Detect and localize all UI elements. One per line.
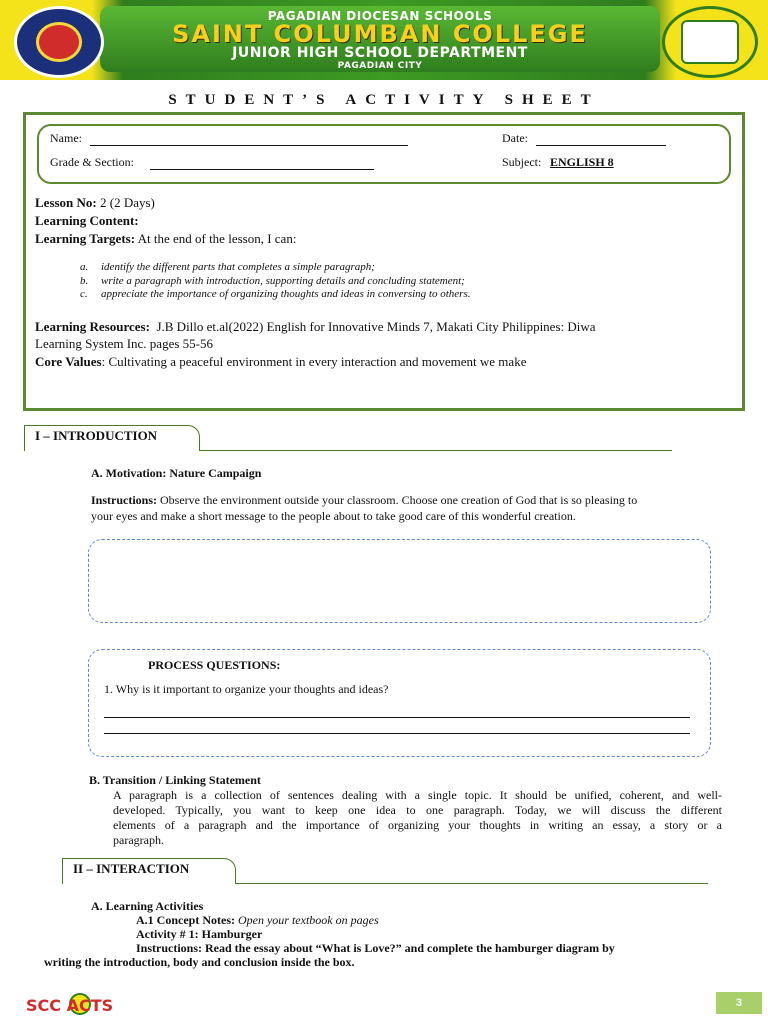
school-system-name: PAGADIAN DIOCESAN SCHOOLS (267, 9, 493, 23)
answer-line[interactable] (104, 733, 690, 734)
concept-notes: A.1 Concept Notes: Open your textbook on pages (136, 913, 379, 927)
target-item: b. (80, 275, 89, 287)
transition-heading: B. Transition / Linking Statement (89, 773, 261, 787)
scc-acts-logo-icon (18, 992, 114, 1016)
transition-paragraph-line: elements of a paragraph and the importance of organizing your thoughts in writing an essay, a story or a (113, 818, 722, 832)
grade-label: Grade & Section: (50, 155, 134, 169)
message-answer-box[interactable] (88, 539, 711, 623)
answer-line[interactable] (104, 717, 690, 718)
name-field[interactable] (90, 133, 408, 146)
target-item: c. (80, 288, 88, 300)
date-label: Date: (502, 131, 528, 145)
transition-paragraph-line: developed. Typically, you want to keep one idea to one paragraph. Today, we will discuss the different (113, 803, 722, 817)
college-seal-icon (662, 6, 758, 78)
motivation-heading: A. Motivation: Nature Campaign (91, 466, 262, 480)
target-item-text: appreciate the importance of organizing thoughts and ideas in conversing to others. (101, 288, 471, 300)
activity-title: Activity # 1: Hamburger (136, 927, 263, 941)
college-name: SAINT COLUMBAN COLLEGE (172, 20, 588, 48)
section-tab-introduction: I – INTRODUCTION (24, 425, 200, 451)
core-values: Core Values: Cultivating a peaceful environment in every interaction and movement we make (35, 354, 527, 369)
instructions-text: Instructions: Observe the environment outside your classroom. Choose one creation of God that is so pleasing to (91, 493, 638, 507)
transition-paragraph-line: paragraph. (113, 833, 164, 847)
section-tab-interaction: II – INTERACTION (62, 858, 236, 884)
learning-activities-heading: A. Learning Activities (91, 899, 204, 913)
learning-content-label: Learning Content: (35, 213, 139, 228)
date-field[interactable] (536, 133, 666, 146)
subject-label: Subject: (502, 155, 542, 169)
diocesan-seal-icon (14, 6, 104, 78)
transition-paragraph-line: A paragraph is a collection of sentences dealing with a single topic. It should be unified, coherent, and well- (113, 788, 722, 802)
target-item-text: write a paragraph with introduction, supporting details and concluding statement; (101, 275, 465, 287)
target-item: a. (80, 261, 89, 273)
svg-text:SCC ACTS: SCC ACTS (26, 996, 114, 1015)
page-title: STUDENT’S ACTIVITY SHEET (168, 92, 600, 108)
subject-value: ENGLISH 8 (550, 155, 614, 169)
city-name: PAGADIAN CITY (337, 61, 423, 71)
grade-section-field[interactable] (150, 157, 374, 170)
activity-instructions: Instructions: Read the essay about “What is Love?” and complete the hamburger diagram by (136, 941, 615, 955)
process-questions-heading: PROCESS QUESTIONS: (148, 658, 281, 672)
target-item-text: identify the different parts that completes a simple paragraph; (101, 261, 375, 273)
instructions-text-cont: your eyes and make a short message to the people about to take good care of this wonderful creation. (91, 509, 576, 523)
department-name: JUNIOR HIGH SCHOOL DEPARTMENT (232, 45, 528, 61)
page-number: 3 (716, 992, 762, 1014)
learning-resources: Learning Resources: J.B Dillo et.al(2022) English for Innovative Minds 7, Makati City Philippines: Diwa (35, 319, 596, 334)
learning-targets: Learning Targets: At the end of the lesson, I can: (35, 231, 297, 246)
name-label: Name: (50, 131, 82, 145)
learning-resources-cont: Learning System Inc. pages 55-56 (35, 336, 213, 351)
lesson-number: Lesson No: 2 (2 Days) (35, 195, 155, 210)
process-question: 1. Why is it important to organize your thoughts and ideas? (104, 682, 389, 696)
activity-instructions-cont: writing the introduction, body and conclusion inside the box. (44, 955, 355, 969)
